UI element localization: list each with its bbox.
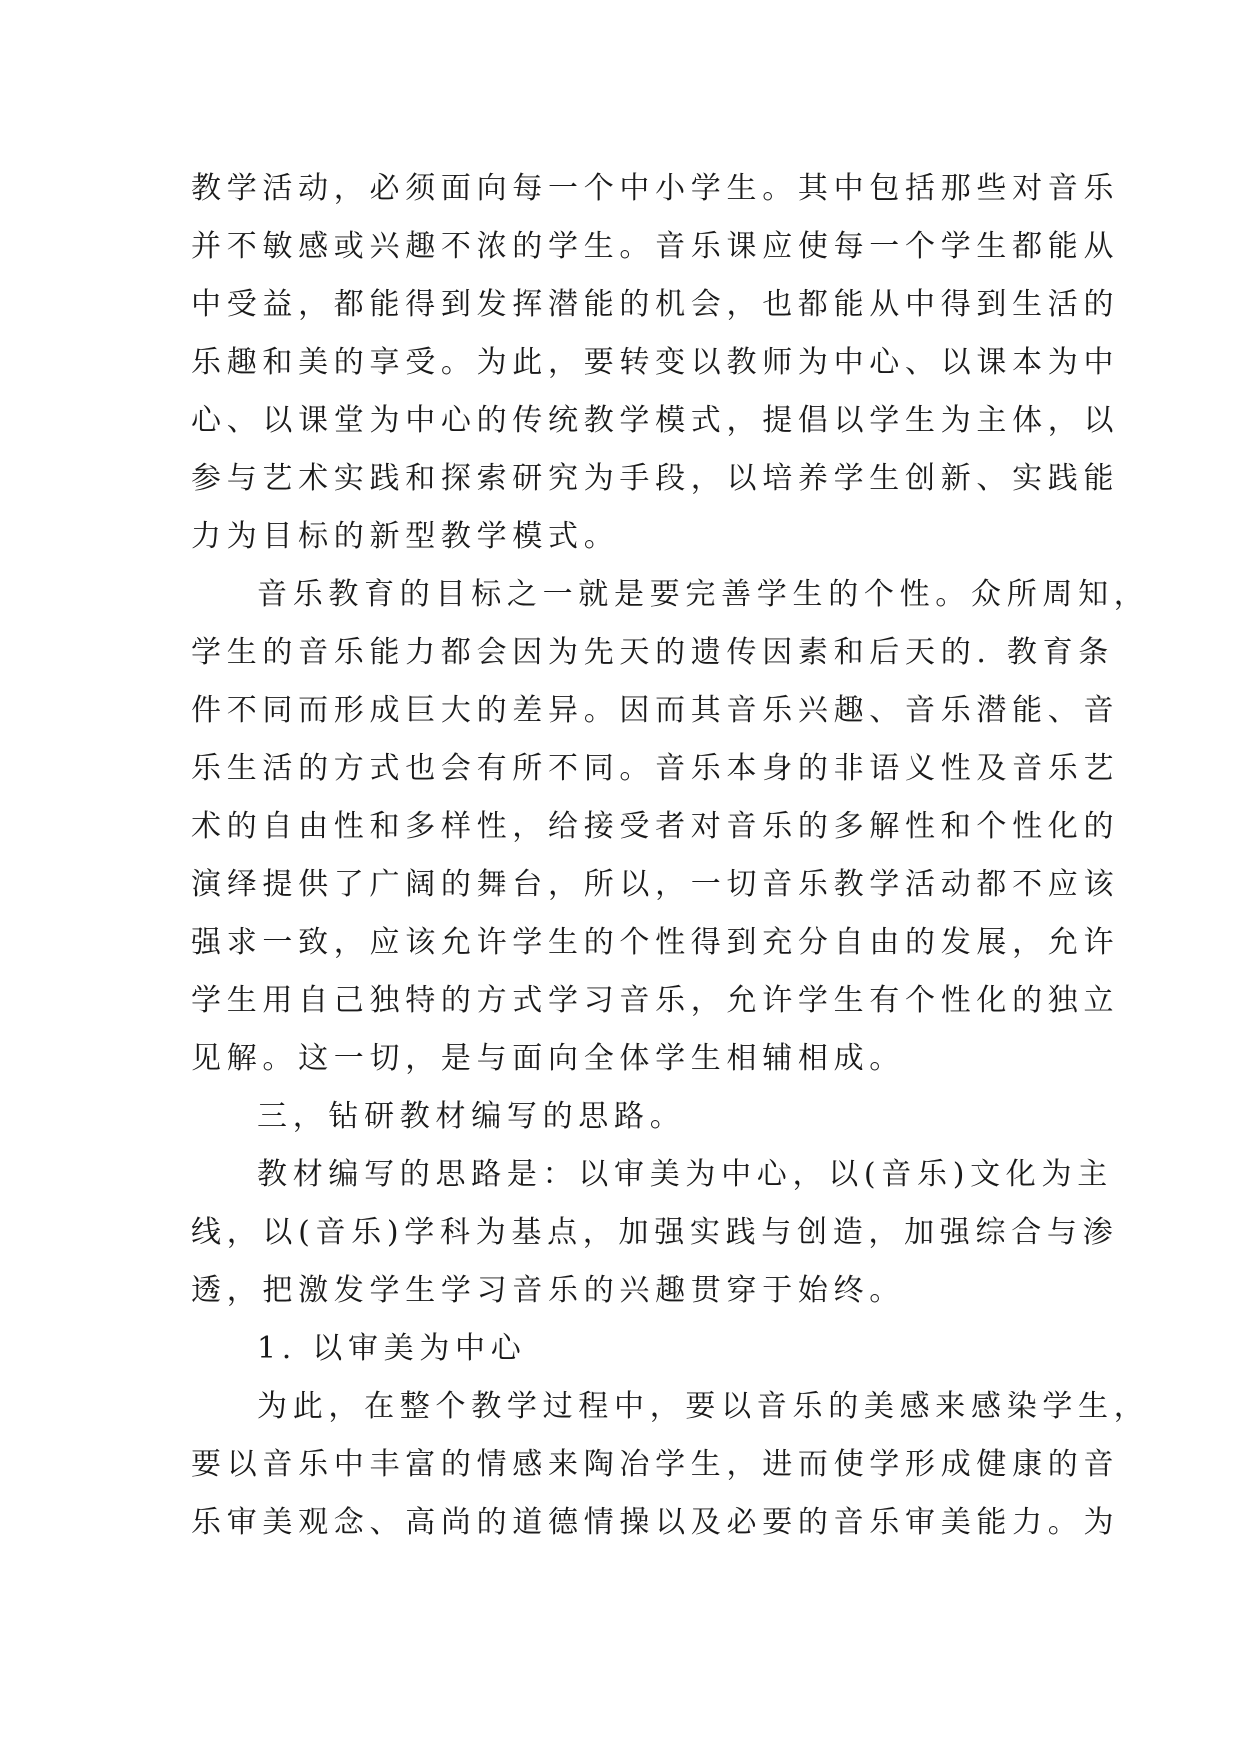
text-line: 乐生活的方式也会有所不同。音乐本身的非语义性及音乐艺 [191, 751, 1120, 786]
text-line: 见解。这一切，是与面向全体学生相辅相成。 [191, 1041, 905, 1076]
text-line: 学生的音乐能力都会因为先天的遗传因素和后天的. 教育条 [191, 635, 1114, 670]
text-line: 并不敏感或兴趣不浓的学生。音乐课应使每一个学生都能从 [191, 229, 1120, 264]
text-line: 术的自由性和多样性，给接受者对音乐的多解性和个性化的 [191, 809, 1120, 844]
paragraph-start-line: 音乐教育的目标之一就是要完善学生的个性。众所周知， [257, 577, 1150, 612]
text-line: 心、以课堂为中心的传统教学模式，提倡以学生为主体，以 [191, 403, 1120, 438]
paragraph-start-line: 为此，在整个教学过程中，要以音乐的美感来感染学生， [257, 1389, 1150, 1424]
document-body [191, 160, 1150, 1552]
text-line: 乐审美观念、高尚的道德情操以及必要的音乐审美能力。为 [191, 1505, 1120, 1540]
text-line: 强求一致，应该允许学生的个性得到充分自由的发展，允许 [191, 925, 1120, 960]
text-line: 演绎提供了广阔的舞台，所以，一切音乐教学活动都不应该 [191, 867, 1120, 902]
text-line: 学生用自己独特的方式学习音乐，允许学生有个性化的独立 [191, 983, 1120, 1018]
text-line: 乐趣和美的享受。为此，要转变以教师为中心、以课本为中 [191, 345, 1120, 380]
text-line: 参与艺术实践和探索研究为手段，以培养学生创新、实践能 [191, 461, 1120, 496]
text-line: 力为目标的新型教学模式。 [191, 519, 620, 554]
text-line: 透，把激发学生学习音乐的兴趣贯穿于始终。 [191, 1273, 905, 1308]
text-line: 中受益，都能得到发挥潜能的机会，也都能从中得到生活的 [191, 287, 1120, 322]
text-line: 要以音乐中丰富的情感来陶冶学生，进而使学形成健康的音 [191, 1447, 1120, 1482]
text-line: 线，以(音乐)学科为基点，加强实践与创造，加强综合与渗 [191, 1215, 1119, 1250]
section-heading: 三，钻研教材编写的思路。 [257, 1099, 686, 1134]
text-line: 件不同而形成巨大的差异。因而其音乐兴趣、音乐潜能、音 [191, 693, 1120, 728]
subsection-heading: 1. 以审美为中心 [257, 1331, 527, 1366]
text-line: 教学活动，必须面向每一个中小学生。其中包括那些对音乐 [191, 171, 1120, 206]
paragraph-start-line: 教材编写的思路是：以审美为中心，以(音乐)文化为主 [257, 1157, 1113, 1192]
